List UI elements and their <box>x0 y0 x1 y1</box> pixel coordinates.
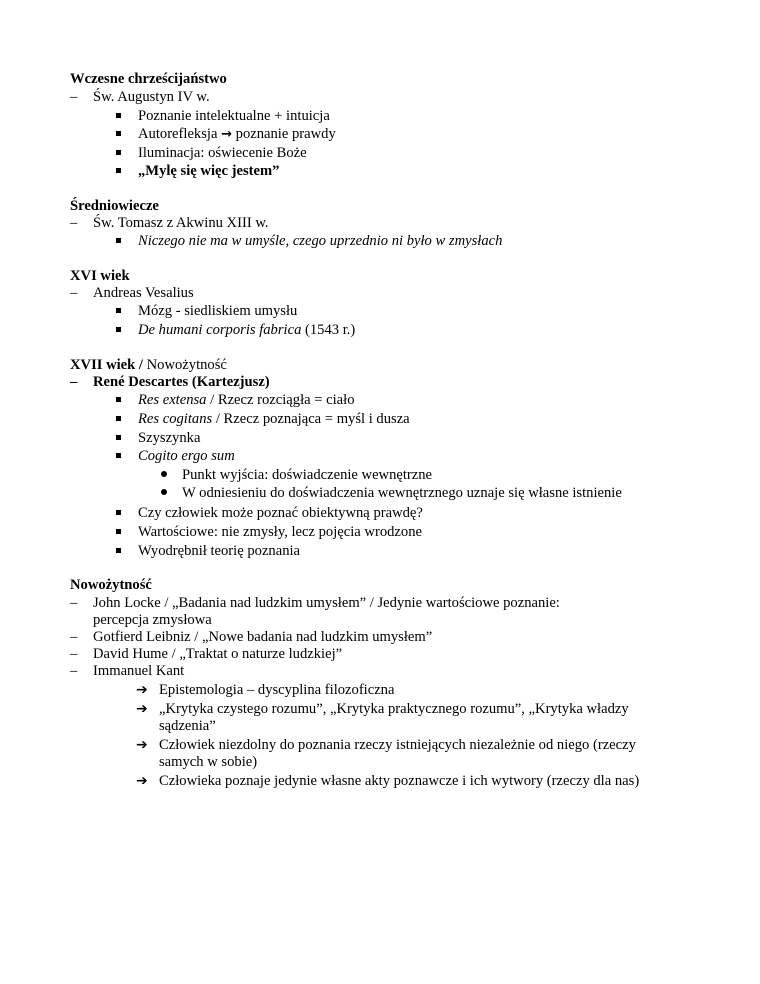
square-bullet <box>116 453 121 458</box>
document-page: Wczesne chrześcijaństwo – Św. Augustyn IV w. Poznanie intelektualne + intuicja Autorefleksja → poznanie prawdy Iluminacja: oświecenie Boże „Mylę się więc jestem” Średniowiecze – Św. Tomasz z Akwinu XIII w. Niczego nie ma w umyśle, czego uprzednio ni było w zmysłach XVI wiek – Andreas Vesalius Mózg - siedliskiem umysłu De humani corporis fabrica (1543 r.) XVII wiek / Nowożytność – René Descartes (Kartezjusz) Res extensa / Rzecz rozciągła = ciało Res cogitans / Rzecz poznająca = myśl i dusza Szyszynka Cogito ergo sum Punkt wyjścia: doświadczenie wewnętrzne W odniesieniu do doświadczenia wewnętrznego uznaje się własne istnienie Czy człowiek może poznać obiektywną prawdę? Wartościowe: nie zmysły, lecz pojęcia wrodzone Wyodrębnił teorię poznania Nowożytność – John Locke / „Badania nad ludzkim umysłem” / Jedynie wartościowe poznanie: percepcja zmysłowa – Gotfierd Leibniz / „Nowe badania nad ludzkim umysłem” – David Hume / „Traktat o naturze ludzkiej” – Immanuel Kant ➔ Epistemologia – dyscyplina filozoficzna ➔ „Krytyka czystego rozumu”, „Krytyka praktycznego rozumu”, „Krytyka władzy sądzenia” ➔ Człowiek niezdolny do poznania rzeczy istniejących niezależnie od niego (rzeczy samych w sobie) ➔ Człowieka poznaje jedynie własne akty poznawcze i ich wytwory (rzeczy dla nas) <box>0 0 760 984</box>
right-arrow-icon: ➔ <box>136 773 148 789</box>
square-bullet <box>116 327 121 332</box>
round-bullet <box>161 471 167 477</box>
square-bullet <box>116 168 121 173</box>
dash-bullet: – <box>70 629 78 645</box>
dash-bullet: – <box>70 646 78 662</box>
square-bullet <box>116 131 121 136</box>
square-bullet <box>116 529 121 534</box>
square-bullet <box>116 308 121 313</box>
dash-bullet: – <box>70 663 78 679</box>
section-heading-middle-ages: Średniowiecze <box>70 198 159 214</box>
section-heading-17th-century: XVII wiek / Nowożytność <box>70 357 227 373</box>
square-bullet <box>116 435 121 440</box>
square-bullet <box>116 397 121 402</box>
right-arrow-icon: ➔ <box>136 682 148 698</box>
square-bullet <box>116 150 121 155</box>
square-bullet <box>116 113 121 118</box>
dash-bullet: – <box>70 374 78 390</box>
dash-bullet: – <box>70 595 78 611</box>
square-bullet <box>116 238 121 243</box>
right-arrow-icon: → <box>221 127 232 142</box>
right-arrow-icon: ➔ <box>136 701 148 717</box>
square-bullet <box>116 416 121 421</box>
dash-bullet: – <box>70 285 78 301</box>
dash-bullet: – <box>70 89 78 105</box>
square-bullet <box>116 548 121 553</box>
round-bullet <box>161 489 167 495</box>
dash-bullet: – <box>70 215 78 231</box>
section-heading-early-christianity: Wczesne chrześcijaństwo <box>70 71 227 87</box>
square-bullet <box>116 510 121 515</box>
section-heading-modern-era: Nowożytność <box>70 577 152 593</box>
section-heading-16th-century: XVI wiek <box>70 268 130 284</box>
right-arrow-icon: ➔ <box>136 737 148 753</box>
